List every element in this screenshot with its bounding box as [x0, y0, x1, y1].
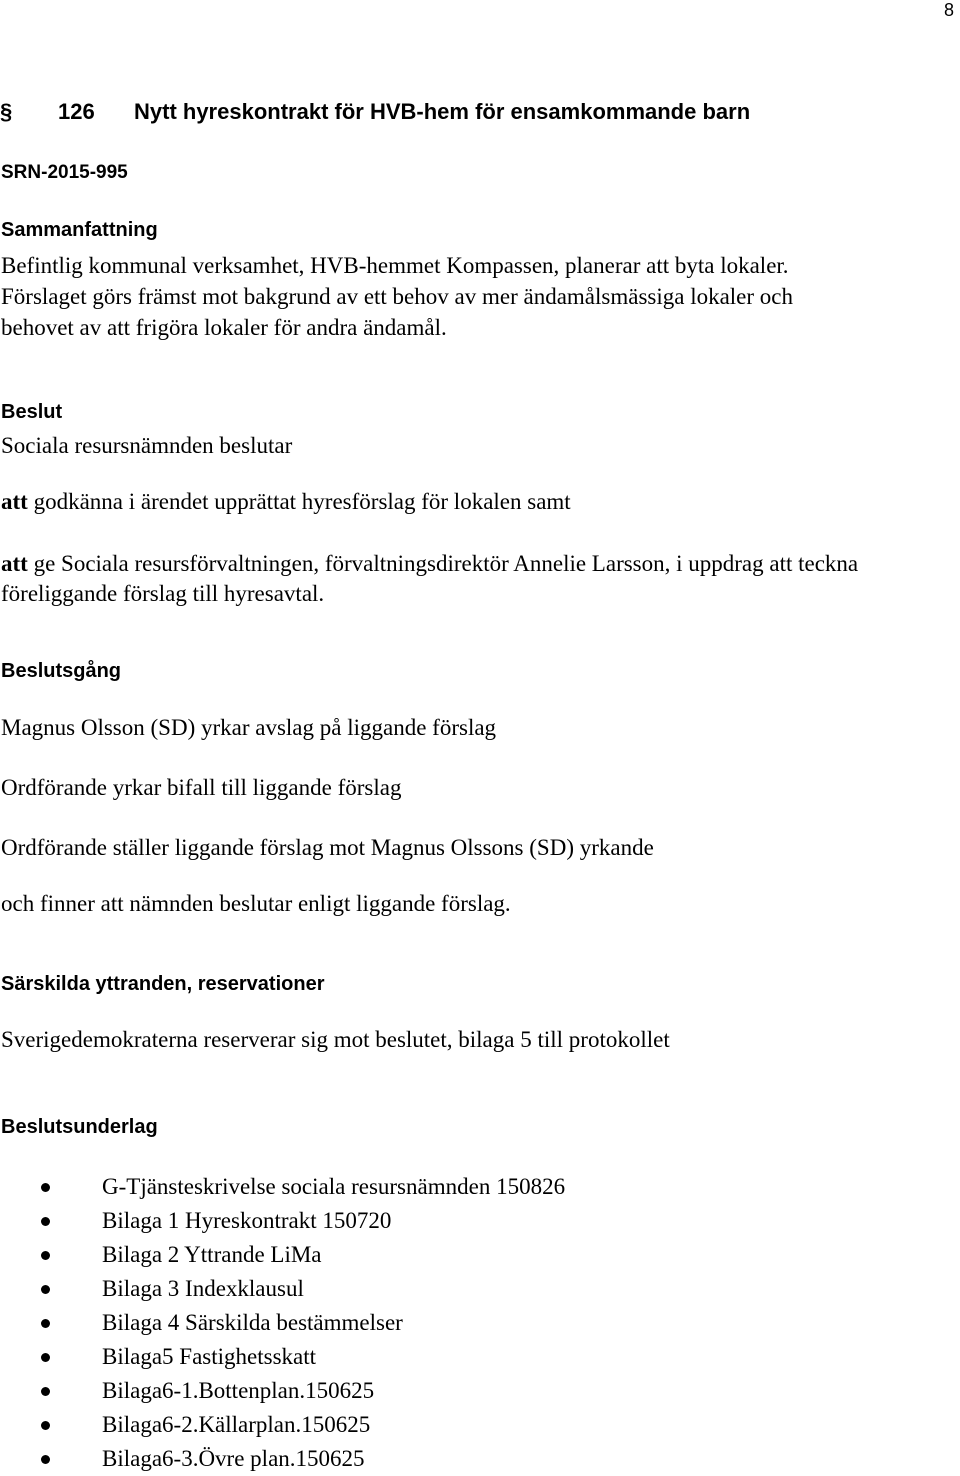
- procedure-line: Magnus Olsson (SD) yrkar avslag på liggande förslag: [1, 715, 497, 740]
- page-number: 8: [944, 0, 955, 20]
- bullet-icon: [41, 1387, 50, 1396]
- list-item: [0, 1442, 565, 1476]
- list-item-label: Bilaga6-3.Övre plan.150625: [102, 1446, 365, 1471]
- list-item: [0, 1340, 565, 1374]
- bullet-icon: [41, 1421, 50, 1430]
- decision-item-text: ge Sociala resursförvaltningen, förvaltningsdirektör Annelie Larsson, i uppdrag att teckna: [27, 551, 859, 576]
- list-item-label: Bilaga 4 Särskilda bestämmelser: [102, 1310, 403, 1335]
- case-id: SRN-2015-995: [1, 162, 128, 183]
- att-keyword: att: [1, 489, 28, 514]
- section-title: [0, 99, 750, 125]
- list-item-label: Bilaga 2 Yttrande LiMa: [102, 1242, 322, 1267]
- list-item-label: Bilaga6-1.Bottenplan.150625: [102, 1378, 375, 1403]
- bullet-icon: [41, 1353, 50, 1362]
- list-item: [0, 1238, 565, 1272]
- decision-item-text: godkänna i ärendet upprättat hyresförslag för lokalen samt: [27, 489, 571, 514]
- list-item: [0, 1306, 565, 1340]
- list-item-label: Bilaga 1 Hyreskontrakt 150720: [102, 1208, 392, 1233]
- basis-list: [0, 1170, 565, 1476]
- summary-line: Förslaget görs främst mot bakgrund av ett behov av mer ändamålsmässiga lokaler och: [1, 284, 794, 309]
- bullet-icon: [41, 1285, 50, 1294]
- list-item: [0, 1408, 565, 1442]
- bullet-icon: [41, 1183, 50, 1192]
- procedure-line: Ordförande yrkar bifall till liggande förslag: [1, 775, 402, 800]
- list-item-label: Bilaga 3 Indexklausul: [102, 1276, 304, 1301]
- list-item: [0, 1272, 565, 1306]
- decision-item-1: [1, 486, 571, 517]
- list-item: [0, 1204, 565, 1238]
- statements-heading: Särskilda yttranden, reservationer: [1, 973, 325, 995]
- statements-text: Sverigedemokraterna reserverar sig mot beslutet, bilaga 5 till protokollet: [1, 1027, 670, 1052]
- bullet-icon: [41, 1217, 50, 1226]
- bullet-icon: [41, 1455, 50, 1464]
- list-item-label: Bilaga6-2.Källarplan.150625: [102, 1412, 371, 1437]
- procedure-line: och finner att nämnden beslutar enligt liggande förslag.: [1, 891, 511, 916]
- procedure-heading: Beslutsgång: [1, 660, 122, 682]
- procedure-line: Ordförande ställer liggande förslag mot Magnus Olssons (SD) yrkande: [1, 835, 654, 860]
- section-title-text: Nytt hyreskontrakt för HVB-hem för ensamkommande barn: [134, 99, 751, 124]
- list-item: [0, 1374, 565, 1408]
- list-item: [0, 1170, 565, 1204]
- bullet-icon: [41, 1251, 50, 1260]
- decision-item-2: [1, 548, 858, 579]
- att-keyword: att: [1, 551, 28, 576]
- summary-line: Befintlig kommunal verksamhet, HVB-hemmet Kompassen, planerar att byta lokaler.: [1, 253, 789, 278]
- basis-heading: Beslutsunderlag: [1, 1116, 158, 1138]
- decision-heading: Beslut: [1, 401, 63, 423]
- decision-intro: Sociala resursnämnden beslutar: [1, 433, 293, 458]
- list-item-label: Bilaga5 Fastighetsskatt: [102, 1344, 317, 1369]
- decision-item-2-cont: föreliggande förslag till hyresavtal.: [1, 581, 325, 606]
- summary-line: behovet av att frigöra lokaler för andra ändamål.: [1, 315, 447, 340]
- summary-heading: Sammanfattning: [1, 219, 158, 241]
- section-number: 126: [58, 99, 95, 124]
- bullet-icon: [41, 1319, 50, 1328]
- list-item-label: G-Tjänsteskrivelse sociala resursnämnden 150826: [102, 1174, 566, 1199]
- section-sign: §: [0, 99, 13, 124]
